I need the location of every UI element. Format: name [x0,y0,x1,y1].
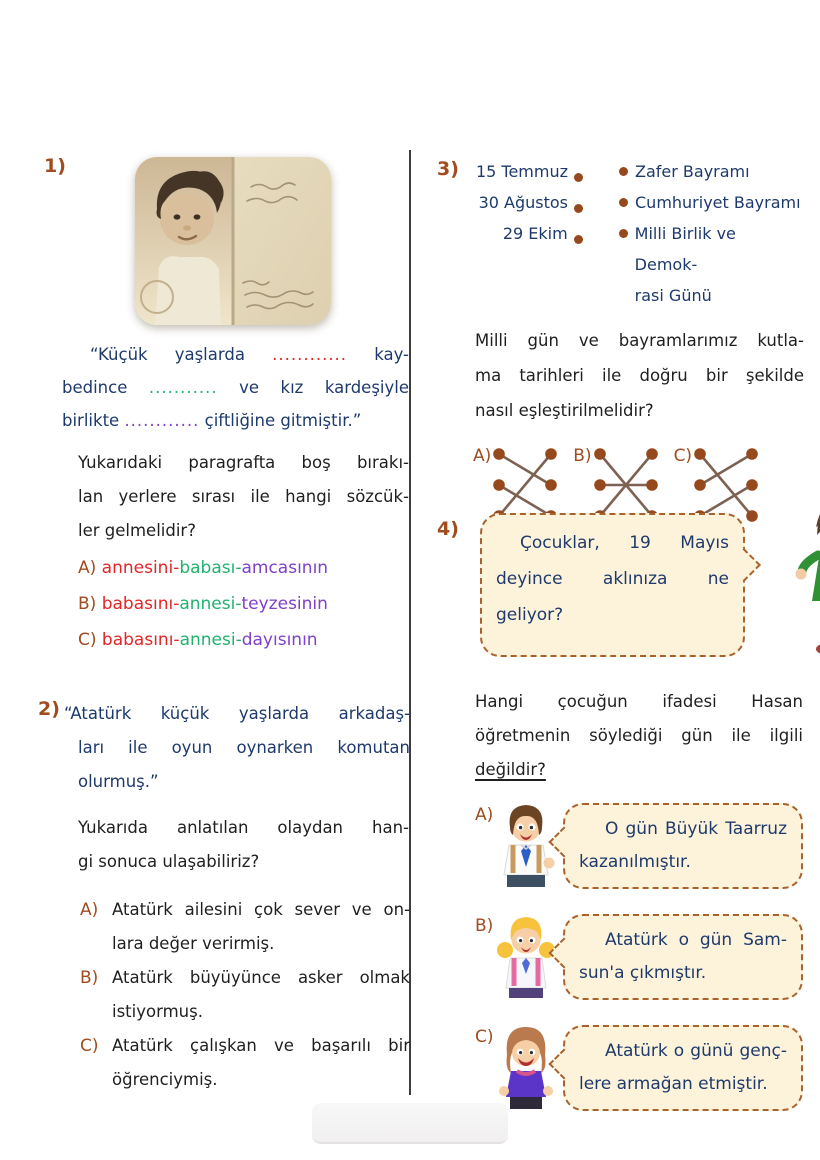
q1-quote-paragraph [62,338,409,437]
q1-option-a: A) annesini-babası-amcasının [78,558,329,578]
q4-option-a: A) O gün Büyük Taarruz kazanılmıştır. [475,803,803,891]
q2-options [80,893,410,1097]
speech-bubble-a: O gün Büyük Taarruz kazanılmıştır. [563,803,803,889]
girl-auburn-icon [497,1025,555,1109]
match-dot-icon [574,235,583,244]
bubble-tail [727,548,761,582]
match-dot-icon [619,229,628,238]
boy-avatar [497,803,555,891]
girl-blonde-icon [497,914,555,998]
q3-question: Milli gün ve bayramlarımız kutla- ma tarihleri ile doğru bir şekilde nasıl eşleştirilmelidir? [475,331,804,420]
q4-option-b: B) Atatürk o gün Sam- sun'a çıkmıştır. [475,914,803,1002]
q1-option-b: B) babasını-annesi-teyzesinin [78,594,328,614]
q4-options [475,803,803,1113]
blank-1: ............ [272,345,348,364]
q1-options [78,550,409,658]
match-dot-icon [619,198,628,207]
match-dot-icon [574,173,583,182]
q1-number: 1) [44,155,66,177]
q4-number: 4) [437,518,459,540]
q2-option-b: B) Atatürk büyüyünce asker olmak istiyormuş. [80,968,410,1021]
q3-match-table [473,156,803,311]
teacher-icon [790,505,820,657]
girl-blonde-avatar [497,914,555,1002]
question-3 [437,156,803,530]
girl-auburn-avatar [497,1025,555,1113]
q3-option-a: A) [473,444,559,530]
q4-question: Hangi çocuğun ifadesi Hasan öğretmenin söylediği gün ile ilgili değildir? [475,692,803,779]
q2-number: 2) [38,698,60,720]
boy-icon [497,803,555,887]
q2-option-c: C) Atatürk çalışkan ve başarılı bir öğrenciymiş. [80,1036,410,1089]
q3-option-c: C) [674,444,761,530]
q2-quote-paragraph: “Atatürk küçük yaşlarda arkadaş- ları ile oyun oynarken komutan olurmuş.” [64,704,410,791]
q2-option-a: A) Atatürk ailesini çok sever ve on- lara değer verirmiş. [80,900,410,953]
question-2 [38,697,410,1097]
match-dot-icon [619,167,628,176]
q1-quote-line-2: bedince ........... ve kız kardeşiyle [62,378,410,397]
match-dot-icon [574,204,583,213]
match-row-1: 15 Temmuz Zafer Bayramı [475,162,750,181]
q4-underlined-word: değildir? [475,760,546,779]
baby-photo [135,157,331,325]
q3-number: 3) [437,158,459,180]
q1-quote-line-1: “Küçük yaşlarda ............ kay- [90,345,410,364]
footer-pill [312,1103,508,1144]
blank-2: ........... [148,378,218,397]
speech-bubble-b: Atatürk o gün Sam- sun'a çıkmıştır. [563,914,803,1000]
teacher-illustration [790,505,820,661]
match-row-3: 29 Ekim Milli Birlik ve Demok- rasi Günü [502,224,736,305]
speech-bubble-c: Atatürk o günü genç- lere armağan etmiştir. [563,1025,803,1111]
match-row-2: 30 Ağustos Cumhuriyet Bayramı [478,193,801,212]
q2-question: Yukarıda anlatılan olaydan han- gi sonuca ulaşabiliriz? [78,818,409,871]
q4-option-c: C) Atatürk o günü genç- lere armağan etmiştir. [475,1025,803,1113]
q1-question: Yukarıdaki paragrafta boş bırakı- lan yerlere sırası ile hangi sözcük- ler gelmelidir? [78,453,409,540]
q3-option-b: B) [573,444,659,530]
baby-photo-illustration [135,157,331,325]
question-4 [437,513,803,1136]
teacher-speech-bubble: Çocuklar, 19 Mayıs deyince aklınıza ne geliyor? [480,513,745,657]
q1-option-c: C) babasını-annesi-dayısının [78,630,318,650]
blank-3: ............ [124,411,200,430]
q1-quote-line-3: birlikte ............ çiftliğine gitmiştir.” [62,411,362,430]
